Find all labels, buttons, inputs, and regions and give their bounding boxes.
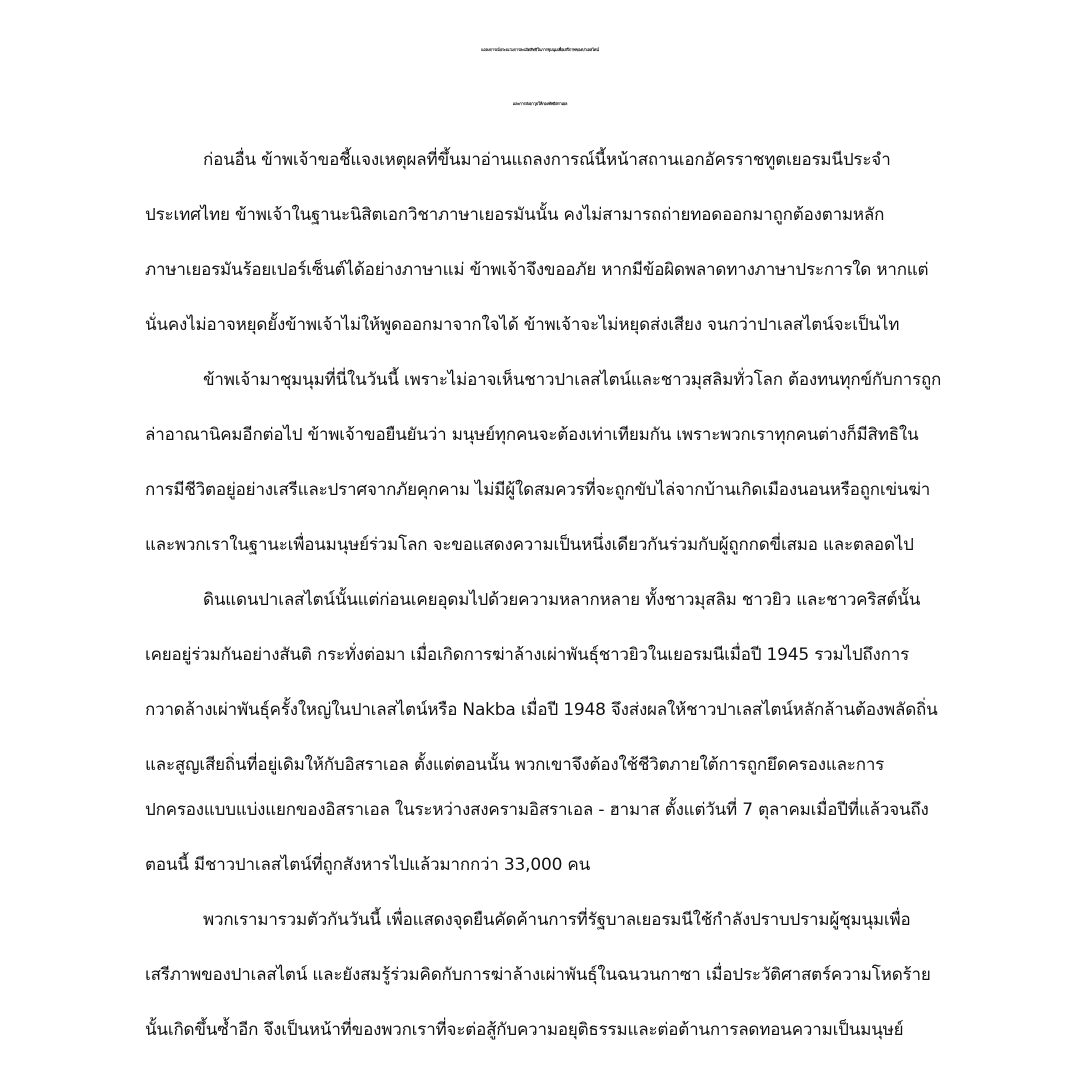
paragraph-line: ล่าอาณานิคมอีกต่อไป ข้าพเจ้าขอยืนยันว่า มนุษย์ทุกคนจะต้องเท่าเทียมกัน เพราะพวกเราทุกคนต่างก็มีสิทธิใน <box>145 425 919 445</box>
paragraph-line: นั่นคงไม่อาจหยุดยั้งข้าพเจ้าไม่ให้พูดออกมาจากใจได้ ข้าพเจ้าจะไม่หยุดส่งเสียง จนกว่าปาเลสไตน์จะเป็นไท <box>145 315 900 335</box>
paragraph-line: ดินแดนปาเลสไตน์นั้นแต่ก่อนเคยอุดมไปด้วยความหลากหลาย ทั้งชาวมุสลิม ชาวยิว และชาวคริสต์นั้น <box>203 590 921 610</box>
paragraph-line: ตอนนี้ มีชาวปาเลสไตน์ที่ถูกสังหารไปแล้วมากกว่า 33,000 คน <box>145 855 591 875</box>
paragraph-line: ประเทศไทย ข้าพเจ้าในฐานะนิสิตเอกวิชาภาษาเยอรมันนั้น คงไม่สามารถถ่ายทอดออกมาถูกต้องตามหลัก <box>145 205 885 225</box>
paragraph-line: การมีชีวิตอยู่อย่างเสรีและปราศจากภัยคุกคาม ไม่มีผู้ใดสมควรที่จะถูกขับไล่จากบ้านเกิดเมืองนอนหรือถูกเข่นฆ่า <box>145 480 931 500</box>
paragraph-line: และพวกเราในฐานะเพื่อนมนุษย์ร่วมโลก จะขอแสดงความเป็นหนึ่งเดียวกันร่วมกับผู้ถูกกดขี่เสมอ และตลอดไป <box>145 535 914 555</box>
title-line-2: และการส่งอาวุธให้กองทัพอิสราเอล <box>512 101 568 106</box>
paragraph-line: พวกเรามารวมตัวกันวันนี้ เพื่อแสดงจุดยืนคัดค้านการที่รัฐบาลเยอรมนีใช้กำลังปราบปรามผู้ชุมนุมเพื่อ <box>203 910 911 930</box>
paragraph-line: และสูญเสียถิ่นที่อยู่เดิมให้กับอิสราเอล ตั้งแต่ตอนนั้น พวกเขาจึงต้องใช้ชีวิตภายใต้การถูกยึดครองและการ <box>145 755 885 775</box>
paragraph-line: นั้นเกิดขึ้นซ้ำอีก จึงเป็นหน้าที่ของพวกเราที่จะต่อสู้กับความอยุติธรรมและต่อต้านการลดทอนความเป็นมนุษย์ <box>145 1020 904 1040</box>
title-line-1: แถลงการณ์ประณามการละเมิดสิทธิในการชุมนุมเพื่อเสรีภาพของปาเลสไตน์ <box>481 47 599 52</box>
paragraph-line: กวาดล้างเผ่าพันธุ์ครั้งใหญ่ในปาเลสไตน์หรือ Nakba เมื่อปี 1948 จึงส่งผลให้ชาวปาเลสไตน์หลักล้านต้องพลัดถิ่น <box>145 700 938 720</box>
paragraph-line: เคยอยู่ร่วมกันอย่างสันติ กระทั่งต่อมา เมื่อเกิดการฆ่าล้างเผ่าพันธุ์ชาวยิวในเยอรมนีเมื่อปี 1945 รวมไปถึงการ <box>145 645 909 665</box>
paragraph-line: เสรีภาพของปาเลสไตน์ และยังสมรู้ร่วมคิดกับการฆ่าล้างเผ่าพันธุ์ในฉนวนกาซา เมื่อประวัติศาสตร์ความโหดร้าย <box>145 965 931 985</box>
paragraph-line: ปกครองแบบแบ่งแยกของอิสราเอล ในระหว่างสงครามอิสราเอล - ฮามาส ตั้งแต่วันที่ 7 ตุลาคมเมื่อปีที่แล้วจนถึง <box>145 800 929 820</box>
paragraph-line: ก่อนอื่น ข้าพเจ้าขอชี้แจงเหตุผลที่ขึ้นมาอ่านแถลงการณ์นี้หน้าสถานเอกอัครราชทูตเยอรมนีประจำ <box>203 150 891 170</box>
paragraph-line: ภาษาเยอรมันร้อยเปอร์เซ็นต์ได้อย่างภาษาแม่ ข้าพเจ้าจึงขออภัย หากมีข้อผิดพลาดทางภาษาประการใด หากแต่ <box>145 260 929 280</box>
paragraph-line: ข้าพเจ้ามาชุมนุมที่นี่ในวันนี้ เพราะไม่อาจเห็นชาวปาเลสไตน์และชาวมุสลิมทั่วโลก ต้องทนทุกข์กับการถูก <box>203 370 942 390</box>
